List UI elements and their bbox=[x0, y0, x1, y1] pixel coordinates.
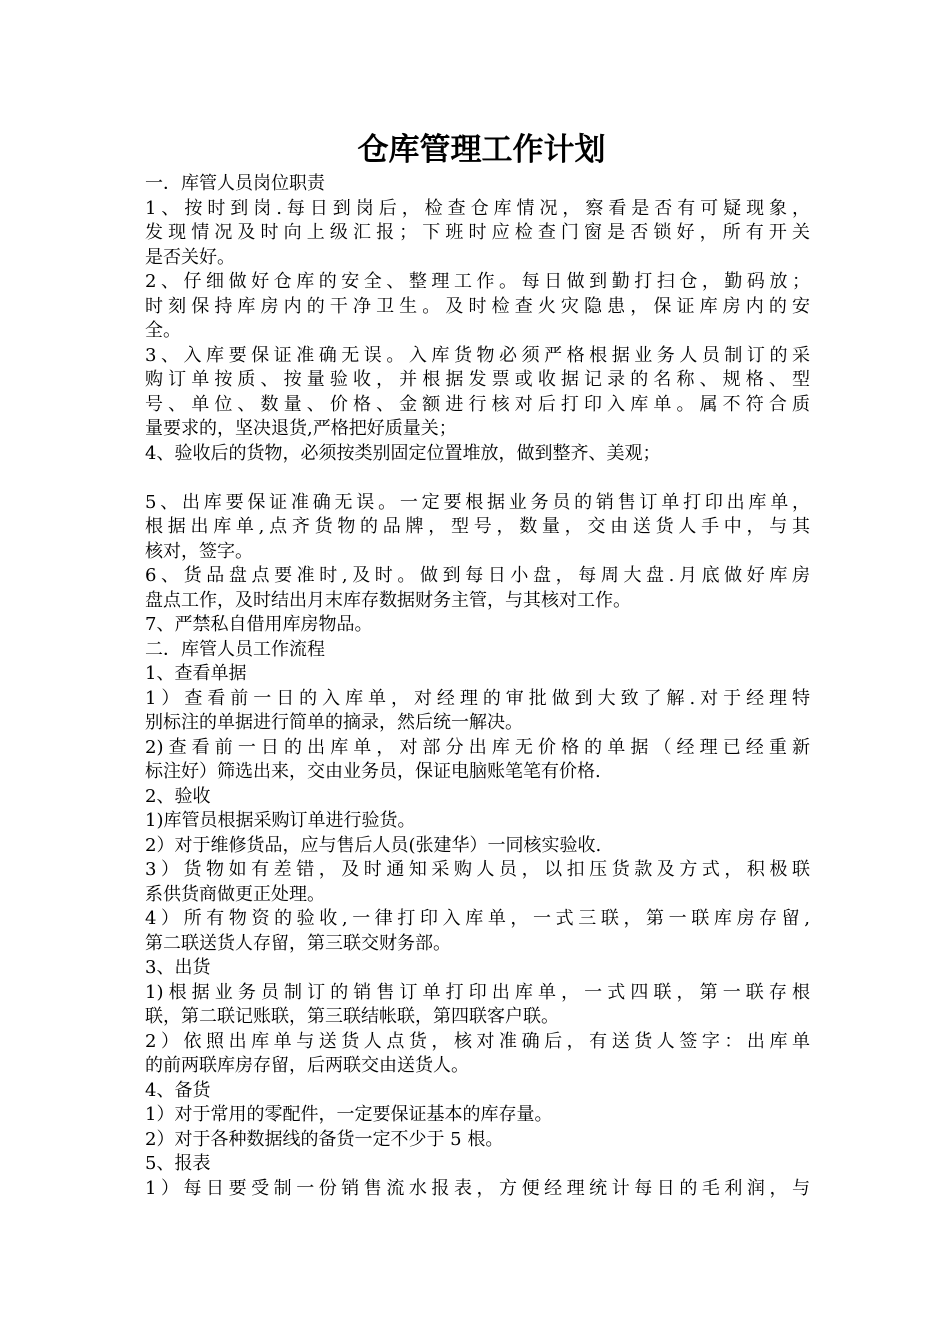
text-line: 量要求的，坚决退货,严格把好质量关； bbox=[145, 418, 457, 439]
text-line: 全。 bbox=[145, 320, 181, 341]
text-line: 是否关好。 bbox=[145, 246, 235, 268]
text-line: 发现情况及时向上级汇报；下班时应检查门窗是否锁好，所有开关 bbox=[145, 222, 810, 243]
text-line: 2、仔细做好仓库的安全、整理工作。每日做到勤打扫仓，勤码放； bbox=[145, 271, 810, 292]
text-line: 1）每日要受制一份销售流水报表，方便经理统计每日的毛利润，与 bbox=[145, 1177, 810, 1199]
text-line: 5、报表 bbox=[145, 1153, 211, 1174]
text-line: 4、验收后的货物，必须按类别固定位置堆放，做到整齐、美观； bbox=[145, 442, 661, 464]
text-line: 第二联送货人存留，第三联交财务部。 bbox=[145, 932, 451, 954]
text-line: 5、出库要保证准确无误。一定要根据业务员的销售订单打印出库单， bbox=[145, 491, 810, 513]
text-line: 核对，签字。 bbox=[145, 540, 253, 562]
text-line: 别标注的单据进行简单的摘录，然后统一解决。 bbox=[145, 712, 523, 733]
text-line: 二．库管人员工作流程 bbox=[145, 638, 325, 660]
text-line: 一．库管人员岗位职责 bbox=[145, 173, 325, 194]
text-line: 3、入库要保证准确无误。入库货物必须严格根据业务人员制订的采 bbox=[145, 344, 810, 366]
text-line: 4、备货 bbox=[145, 1079, 211, 1101]
document-title: 仓库管理工作计划 bbox=[357, 132, 606, 168]
text-line: 的前两联库房存留，后两联交由送货人。 bbox=[145, 1055, 469, 1076]
text-line: 1）对于常用的零配件，一定要保证基本的库存量。 bbox=[145, 1104, 553, 1125]
text-line: 2）对于各种数据线的备货一定不少于 5 根。 bbox=[145, 1128, 504, 1150]
document-page bbox=[145, 128, 810, 1201]
text-line: 系供货商做更正处理。 bbox=[145, 883, 325, 905]
text-line: 7、严禁私自借用库房物品。 bbox=[145, 614, 373, 635]
text-line: 1、查看单据 bbox=[145, 663, 247, 684]
text-line: 4）所有物资的验收,一律打印入库单，一式三联，第一联库房存留, bbox=[145, 908, 810, 929]
text-line: 号、单位、数量、价格、金额进行核对后打印入库单。属不符合质 bbox=[145, 393, 810, 415]
text-line: 1)库管员根据采购订单进行验货。 bbox=[145, 810, 416, 831]
text-line: 3、出货 bbox=[145, 957, 211, 978]
text-line: 盘点工作，及时结出月末库存数据财务主管，与其核对工作。 bbox=[145, 589, 631, 611]
document-body bbox=[145, 172, 810, 1201]
text-line: 1）查看前一日的入库单，对经理的审批做到大致了解.对于经理特 bbox=[145, 687, 810, 709]
text-line: 根据出库单,点齐货物的品牌，型号，数量，交由送货人手中，与其 bbox=[145, 516, 810, 537]
text-line: 3）货物如有差错，及时通知采购人员，以扣压货款及方式，积极联 bbox=[145, 859, 810, 880]
text-line: 2)查看前一日的出库单，对部分出库无价格的单据（经理已经重新 bbox=[145, 736, 810, 758]
text-line: 联，第二联记账联，第三联结帐联，第四联客户联。 bbox=[145, 1006, 559, 1027]
text-line: 购订单按质、按量验收，并根据发票或收据记录的名称、规格、型 bbox=[145, 369, 810, 390]
text-line: 时刻保持库房内的干净卫生。及时检查火灾隐患，保证库房内的安 bbox=[145, 295, 810, 317]
text-line: 标注好）筛选出来，交由业务员，保证电脑账笔笔有价格. bbox=[145, 761, 601, 782]
text-line: 1、按时到岗.每日到岗后，检查仓库情况，察看是否有可疑现象， bbox=[145, 197, 810, 219]
text-line: 2）对于维修货品，应与售后人员(张建华）一同核实验收. bbox=[145, 834, 602, 856]
text-line: 1)根据业务员制订的销售订单打印出库单，一式四联，第一联存根 bbox=[145, 981, 810, 1003]
text-line: 2、验收 bbox=[145, 785, 211, 807]
text-line: 2）依照出库单与送货人点货，核对准确后，有送货人签字：出库单 bbox=[145, 1030, 810, 1052]
text-line: 6、货品盘点要准时,及时。做到每日小盘，每周大盘.月底做好库房 bbox=[145, 565, 810, 586]
